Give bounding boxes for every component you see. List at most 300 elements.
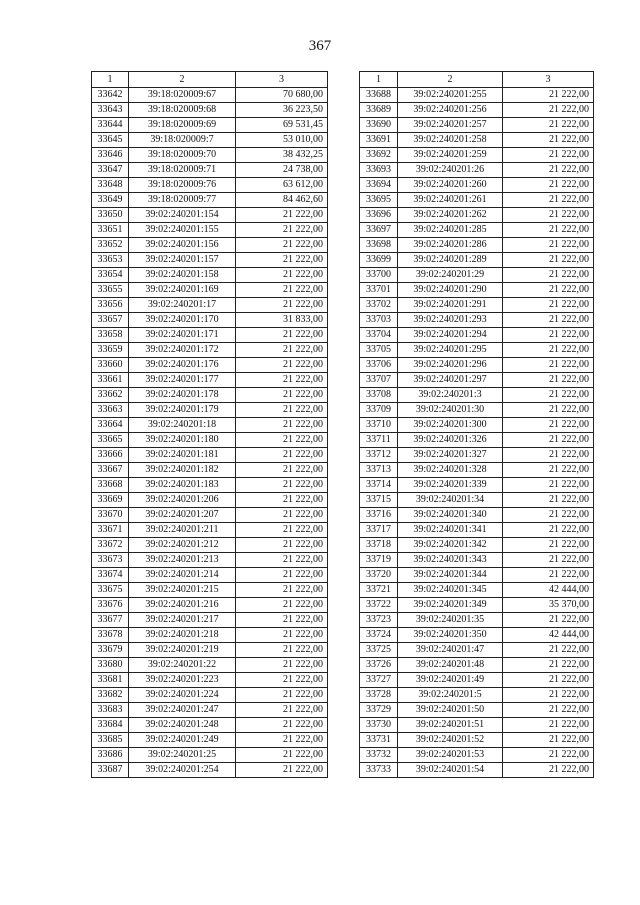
value-cell: 21 222,00 [236,343,328,358]
table-row [360,553,594,568]
table-row [360,193,594,208]
value-cell: 21 222,00 [503,358,594,373]
cadastral-number-cell: 39:02:240201:176 [129,358,236,373]
row-number-cell: 33654 [92,268,129,283]
value-cell: 21 222,00 [503,298,594,313]
value-cell: 21 222,00 [503,313,594,328]
cadastral-number-cell: 39:02:240201:350 [398,628,503,643]
value-cell: 21 222,00 [236,748,328,763]
value-cell: 38 432,25 [236,148,328,163]
cadastral-number-cell: 39:18:020009:68 [129,103,236,118]
value-cell: 21 222,00 [236,478,328,493]
column-header-value: 3 [503,72,594,88]
cadastral-number-cell: 39:02:240201:223 [129,673,236,688]
cadastral-number-cell: 39:02:240201:51 [398,718,503,733]
table-row [92,538,328,553]
table-row [92,478,328,493]
table-row [92,493,328,508]
value-cell: 21 222,00 [236,718,328,733]
cadastral-number-cell: 39:02:240201:285 [398,223,503,238]
table-header-row [360,72,594,88]
row-number-cell: 33714 [360,478,398,493]
table-row [360,613,594,628]
value-cell: 21 222,00 [503,208,594,223]
cadastral-number-cell: 39:02:240201:157 [129,253,236,268]
value-cell: 21 222,00 [236,538,328,553]
value-cell: 21 222,00 [503,538,594,553]
cadastral-number-cell: 39:02:240201:342 [398,538,503,553]
value-cell: 21 222,00 [503,268,594,283]
table-row [360,493,594,508]
cadastral-number-cell: 39:02:240201:214 [129,568,236,583]
value-cell: 21 222,00 [236,658,328,673]
table-row [360,148,594,163]
value-cell: 21 222,00 [236,568,328,583]
value-cell: 21 222,00 [236,583,328,598]
value-cell: 21 222,00 [503,748,594,763]
value-cell: 21 222,00 [236,403,328,418]
value-cell: 21 222,00 [236,523,328,538]
table-row [360,658,594,673]
value-cell: 21 222,00 [503,433,594,448]
table-row [360,268,594,283]
cadastral-number-cell: 39:02:240201:211 [129,523,236,538]
row-number-cell: 33643 [92,103,129,118]
table-row [92,343,328,358]
cadastral-number-cell: 39:18:020009:67 [129,88,236,103]
table-row [360,508,594,523]
table-row [360,748,594,763]
cadastral-number-cell: 39:02:240201:349 [398,598,503,613]
cadastral-number-cell: 39:02:240201:29 [398,268,503,283]
row-number-cell: 33698 [360,238,398,253]
table-row [92,688,328,703]
value-cell: 21 222,00 [236,673,328,688]
cadastral-number-cell: 39:02:240201:224 [129,688,236,703]
table-row [92,613,328,628]
row-number-cell: 33659 [92,343,129,358]
row-number-cell: 33703 [360,313,398,328]
value-cell: 21 222,00 [236,223,328,238]
cadastral-number-cell: 39:02:240201:54 [398,763,503,778]
cadastral-number-cell: 39:18:020009:7 [129,133,236,148]
value-cell: 35 370,00 [503,598,594,613]
row-number-cell: 33657 [92,313,129,328]
row-number-cell: 33644 [92,118,129,133]
table-row [360,703,594,718]
cadastral-number-cell: 39:02:240201:48 [398,658,503,673]
row-number-cell: 33730 [360,718,398,733]
table-row [92,208,328,223]
table-row [360,343,594,358]
row-number-cell: 33666 [92,448,129,463]
table-row [92,358,328,373]
cadastral-number-cell: 39:02:240201:17 [129,298,236,313]
value-cell: 21 222,00 [503,553,594,568]
cadastral-number-cell: 39:02:240201:35 [398,613,503,628]
value-cell: 21 222,00 [503,178,594,193]
row-number-cell: 33711 [360,433,398,448]
table-row [92,763,328,778]
value-cell: 21 222,00 [236,598,328,613]
cadastral-number-cell: 39:02:240201:327 [398,448,503,463]
value-cell: 21 222,00 [503,373,594,388]
row-number-cell: 33656 [92,298,129,313]
table-row [360,253,594,268]
row-number-cell: 33689 [360,103,398,118]
value-cell: 21 222,00 [503,238,594,253]
value-cell: 21 222,00 [503,418,594,433]
table-row [92,643,328,658]
table-row [92,673,328,688]
row-number-cell: 33708 [360,388,398,403]
row-number-cell: 33696 [360,208,398,223]
row-number-cell: 33705 [360,343,398,358]
cadastral-number-cell: 39:02:240201:30 [398,403,503,418]
cadastral-number-cell: 39:02:240201:183 [129,478,236,493]
value-cell: 21 222,00 [503,163,594,178]
cadastral-number-cell: 39:02:240201:328 [398,463,503,478]
row-number-cell: 33676 [92,598,129,613]
cadastral-number-cell: 39:02:240201:286 [398,238,503,253]
data-table-left [91,71,328,778]
value-cell: 21 222,00 [503,283,594,298]
value-cell: 21 222,00 [236,418,328,433]
row-number-cell: 33649 [92,193,129,208]
value-cell: 21 222,00 [236,613,328,628]
row-number-cell: 33733 [360,763,398,778]
row-number-cell: 33704 [360,328,398,343]
value-cell: 21 222,00 [236,463,328,478]
row-number-cell: 33687 [92,763,129,778]
value-cell: 42 444,00 [503,628,594,643]
cadastral-number-cell: 39:02:240201:296 [398,358,503,373]
cadastral-number-cell: 39:18:020009:77 [129,193,236,208]
table-row [92,328,328,343]
table-row [92,298,328,313]
value-cell: 21 222,00 [236,358,328,373]
value-cell: 21 222,00 [236,268,328,283]
row-number-cell: 33648 [92,178,129,193]
table-row [92,88,328,103]
row-number-cell: 33678 [92,628,129,643]
cadastral-number-cell: 39:02:240201:18 [129,418,236,433]
value-cell: 21 222,00 [503,88,594,103]
value-cell: 21 222,00 [503,658,594,673]
row-number-cell: 33682 [92,688,129,703]
value-cell: 21 222,00 [236,628,328,643]
row-number-cell: 33667 [92,463,129,478]
table-row [360,358,594,373]
cadastral-number-cell: 39:02:240201:260 [398,178,503,193]
table-row [92,463,328,478]
value-cell: 21 222,00 [503,193,594,208]
table-row [360,643,594,658]
table-row [360,763,594,778]
cadastral-number-cell: 39:02:240201:178 [129,388,236,403]
cadastral-number-cell: 39:02:240201:259 [398,148,503,163]
row-number-cell: 33690 [360,118,398,133]
table-row [360,103,594,118]
value-cell: 21 222,00 [503,223,594,238]
cadastral-number-cell: 39:02:240201:261 [398,193,503,208]
table-row [360,403,594,418]
table-row [92,568,328,583]
table-row [360,238,594,253]
table-row [360,163,594,178]
value-cell: 24 738,00 [236,163,328,178]
table-row [360,133,594,148]
value-cell: 21 222,00 [503,403,594,418]
value-cell: 21 222,00 [236,688,328,703]
row-number-cell: 33651 [92,223,129,238]
row-number-cell: 33700 [360,268,398,283]
cadastral-number-cell: 39:02:240201:219 [129,643,236,658]
table-row [92,223,328,238]
value-cell: 21 222,00 [503,343,594,358]
table-row [92,178,328,193]
cadastral-number-cell: 39:02:240201:257 [398,118,503,133]
row-number-cell: 33680 [92,658,129,673]
table-row [92,403,328,418]
value-cell: 21 222,00 [503,148,594,163]
value-cell: 21 222,00 [236,553,328,568]
cadastral-number-cell: 39:02:240201:341 [398,523,503,538]
value-cell: 21 222,00 [503,118,594,133]
cadastral-number-cell: 39:18:020009:70 [129,148,236,163]
cadastral-number-cell: 39:02:240201:182 [129,463,236,478]
table-row [360,298,594,313]
cadastral-number-cell: 39:02:240201:47 [398,643,503,658]
table-row [92,373,328,388]
row-number-cell: 33662 [92,388,129,403]
cadastral-number-cell: 39:02:240201:297 [398,373,503,388]
row-number-cell: 33679 [92,643,129,658]
row-number-cell: 33721 [360,583,398,598]
cadastral-number-cell: 39:02:240201:53 [398,748,503,763]
value-cell: 70 680,00 [236,88,328,103]
cadastral-number-cell: 39:02:240201:181 [129,448,236,463]
value-cell: 21 222,00 [503,388,594,403]
table-row [92,148,328,163]
table-row [360,313,594,328]
cadastral-number-cell: 39:02:240201:213 [129,553,236,568]
table-row [92,748,328,763]
cadastral-number-cell: 39:02:240201:207 [129,508,236,523]
row-number-cell: 33697 [360,223,398,238]
row-number-cell: 33722 [360,598,398,613]
row-number-cell: 33726 [360,658,398,673]
table-row [92,508,328,523]
row-number-cell: 33731 [360,733,398,748]
value-cell: 21 222,00 [236,238,328,253]
row-number-cell: 33686 [92,748,129,763]
row-number-cell: 33688 [360,88,398,103]
table-row [92,388,328,403]
value-cell: 21 222,00 [503,643,594,658]
row-number-cell: 33712 [360,448,398,463]
table-row [360,673,594,688]
row-number-cell: 33674 [92,568,129,583]
row-number-cell: 33706 [360,358,398,373]
row-number-cell: 33724 [360,628,398,643]
row-number-cell: 33664 [92,418,129,433]
row-number-cell: 33685 [92,733,129,748]
cadastral-number-cell: 39:02:240201:343 [398,553,503,568]
cadastral-number-cell: 39:02:240201:247 [129,703,236,718]
table-row [92,253,328,268]
table-row [360,448,594,463]
row-number-cell: 33665 [92,433,129,448]
value-cell: 21 222,00 [503,493,594,508]
value-cell: 21 222,00 [503,568,594,583]
cadastral-number-cell: 39:18:020009:71 [129,163,236,178]
cadastral-number-cell: 39:02:240201:256 [398,103,503,118]
cadastral-number-cell: 39:02:240201:216 [129,598,236,613]
cadastral-number-cell: 39:02:240201:5 [398,688,503,703]
cadastral-number-cell: 39:02:240201:156 [129,238,236,253]
column-header-number: 1 [360,72,398,88]
table-row [92,103,328,118]
value-cell: 21 222,00 [236,448,328,463]
table-row [360,208,594,223]
cadastral-number-cell: 39:02:240201:170 [129,313,236,328]
row-number-cell: 33669 [92,493,129,508]
cadastral-number-cell: 39:02:240201:291 [398,298,503,313]
table-row [92,193,328,208]
table-row [360,688,594,703]
cadastral-number-cell: 39:02:240201:295 [398,343,503,358]
row-number-cell: 33671 [92,523,129,538]
cadastral-number-cell: 39:02:240201:25 [129,748,236,763]
table-row [92,628,328,643]
table-row [360,433,594,448]
table-row [360,463,594,478]
cadastral-number-cell: 39:02:240201:206 [129,493,236,508]
row-number-cell: 33693 [360,163,398,178]
table-row [360,178,594,193]
value-cell: 21 222,00 [503,478,594,493]
table-row [92,283,328,298]
cadastral-number-cell: 39:02:240201:215 [129,583,236,598]
cadastral-number-cell: 39:02:240201:155 [129,223,236,238]
row-number-cell: 33670 [92,508,129,523]
cadastral-number-cell: 39:02:240201:217 [129,613,236,628]
row-number-cell: 33663 [92,403,129,418]
table-row [360,118,594,133]
cadastral-number-cell: 39:02:240201:26 [398,163,503,178]
value-cell: 63 612,00 [236,178,328,193]
cadastral-number-cell: 39:02:240201:3 [398,388,503,403]
value-cell: 21 222,00 [236,208,328,223]
table-row [360,373,594,388]
row-number-cell: 33713 [360,463,398,478]
value-cell: 21 222,00 [236,508,328,523]
cadastral-number-cell: 39:02:240201:344 [398,568,503,583]
table-row [92,163,328,178]
cadastral-number-cell: 39:02:240201:169 [129,283,236,298]
cadastral-number-cell: 39:02:240201:290 [398,283,503,298]
table-row [92,658,328,673]
table-row [360,478,594,493]
cadastral-number-cell: 39:02:240201:249 [129,733,236,748]
value-cell: 21 222,00 [503,688,594,703]
row-number-cell: 33673 [92,553,129,568]
row-number-cell: 33694 [360,178,398,193]
value-cell: 36 223,50 [236,103,328,118]
row-number-cell: 33683 [92,703,129,718]
table-row [92,598,328,613]
cadastral-number-cell: 39:02:240201:34 [398,493,503,508]
table-row [92,448,328,463]
row-number-cell: 33723 [360,613,398,628]
row-number-cell: 33655 [92,283,129,298]
value-cell: 21 222,00 [503,448,594,463]
cadastral-number-cell: 39:02:240201:218 [129,628,236,643]
table-row [92,703,328,718]
cadastral-number-cell: 39:02:240201:340 [398,508,503,523]
cadastral-number-cell: 39:02:240201:49 [398,673,503,688]
table-row [92,238,328,253]
cadastral-number-cell: 39:02:240201:52 [398,733,503,748]
row-number-cell: 33642 [92,88,129,103]
row-number-cell: 33645 [92,133,129,148]
cadastral-number-cell: 39:18:020009:69 [129,118,236,133]
column-header-cadastral: 2 [398,72,503,88]
table-row [360,733,594,748]
table-row [360,418,594,433]
value-cell: 21 222,00 [503,613,594,628]
value-cell: 31 833,00 [236,313,328,328]
cadastral-number-cell: 39:02:240201:289 [398,253,503,268]
cadastral-number-cell: 39:02:240201:172 [129,343,236,358]
row-number-cell: 33702 [360,298,398,313]
value-cell: 21 222,00 [236,283,328,298]
value-cell: 21 222,00 [503,463,594,478]
value-cell: 21 222,00 [503,733,594,748]
table-row [360,283,594,298]
table-row [92,523,328,538]
row-number-cell: 33672 [92,538,129,553]
table-row [360,598,594,613]
row-number-cell: 33710 [360,418,398,433]
cadastral-number-cell: 39:18:020009:76 [129,178,236,193]
cadastral-number-cell: 39:02:240201:179 [129,403,236,418]
cadastral-number-cell: 39:02:240201:258 [398,133,503,148]
table-row [360,538,594,553]
value-cell: 42 444,00 [503,583,594,598]
cadastral-number-cell: 39:02:240201:154 [129,208,236,223]
value-cell: 21 222,00 [503,718,594,733]
cadastral-number-cell: 39:02:240201:326 [398,433,503,448]
value-cell: 21 222,00 [503,763,594,778]
value-cell: 21 222,00 [503,328,594,343]
row-number-cell: 33677 [92,613,129,628]
row-number-cell: 33719 [360,553,398,568]
column-header-value: 3 [236,72,328,88]
value-cell: 21 222,00 [236,763,328,778]
row-number-cell: 33658 [92,328,129,343]
row-number-cell: 33727 [360,673,398,688]
value-cell: 21 222,00 [236,388,328,403]
row-number-cell: 33732 [360,748,398,763]
table-row [360,328,594,343]
cadastral-number-cell: 39:02:240201:345 [398,583,503,598]
row-number-cell: 33668 [92,478,129,493]
cadastral-number-cell: 39:02:240201:158 [129,268,236,283]
value-cell: 21 222,00 [236,253,328,268]
table-row [92,583,328,598]
